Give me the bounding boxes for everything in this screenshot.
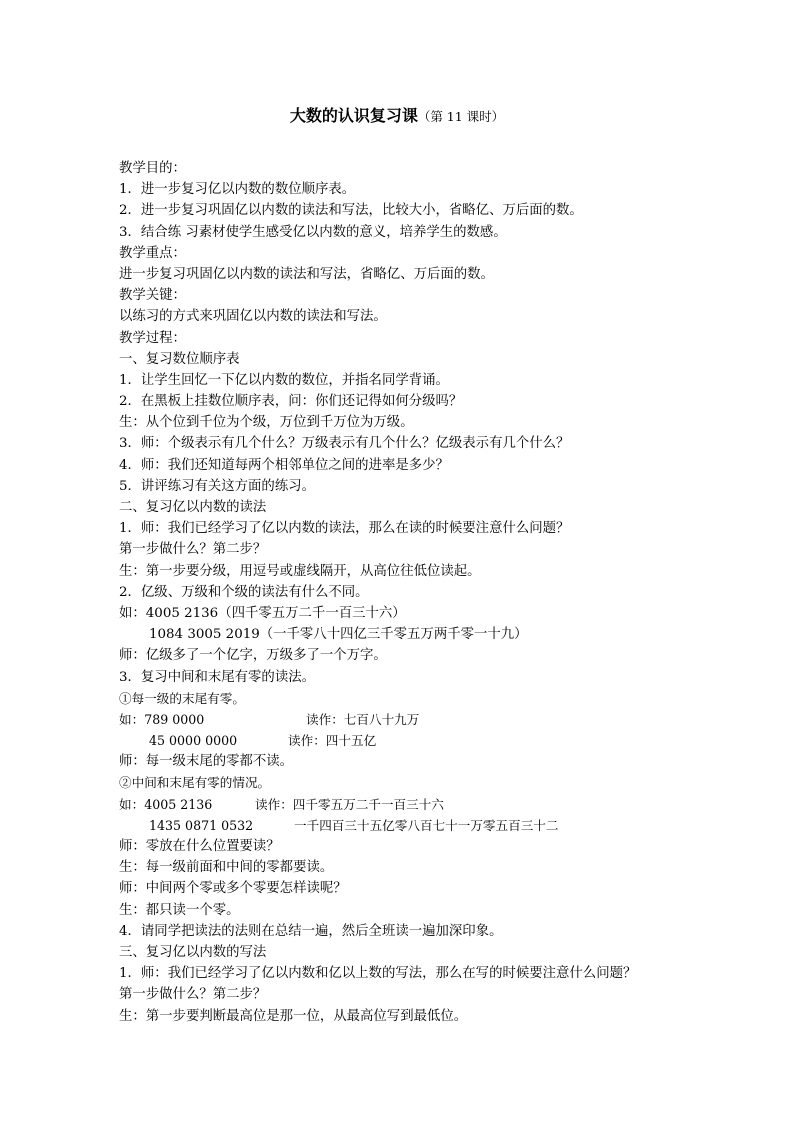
case-2-example-2-number: 1435 0871 0532 bbox=[149, 817, 254, 833]
case-2-example-2-reading: 一千四百三十五亿零八百七十一万零五百三十二 bbox=[294, 817, 559, 833]
example-2 bbox=[119, 624, 699, 645]
case-2-heading: ②中间和末尾有零的情况。 bbox=[119, 775, 271, 791]
case-1-example-1-reading: 读作：七百八十九万 bbox=[306, 711, 420, 727]
section-1-step-4: 4．师：我们还知道每两个相邻单位之间的进率是多少？ bbox=[119, 457, 449, 473]
section-1-step-1: 1．让学生回忆一下亿以内数的数位，并指名同学背诵。 bbox=[119, 372, 449, 388]
section-1-step-3: 3．师：个级表示有几个什么？万级表示有几个什么？亿级表示有几个什么？ bbox=[119, 436, 570, 452]
case-1-example-2-reading: 读作：四十五亿 bbox=[288, 733, 377, 749]
document-title bbox=[0, 104, 794, 129]
case-2-example-1-number: 如：4005 2136 bbox=[119, 796, 213, 812]
teacher-note-2: 师：每一级末尾的零都不读。 bbox=[119, 754, 294, 770]
key-link-text: 以练习的方式来巩固亿以内数的读法和写法。 bbox=[119, 309, 387, 325]
student-answer-4: 生：都只读一个零。 bbox=[119, 902, 240, 918]
case-2-example-2 bbox=[119, 815, 699, 836]
section-3-step-1: 1．师：我们已经学习了亿以内数和亿以上数的写法，那么在写的时候要注意什么问题？ bbox=[119, 966, 637, 982]
key-points-text: 进一步复习巩固亿以内数的读法和写法，省略亿、万后面的数。 bbox=[119, 266, 494, 282]
heading-teaching-process: 教学过程： bbox=[119, 330, 186, 346]
case-1-example-1-number: 如：789 0000 bbox=[119, 711, 205, 727]
title-lesson-number: （第 11 课时） bbox=[417, 109, 505, 124]
student-answer-3: 生：每一级前面和中间的零都要读。 bbox=[119, 860, 334, 876]
purpose-item-3: 3．结合练 习素材使学生感受亿以内数的意义，培养学生的数感。 bbox=[119, 224, 507, 240]
case-1-heading: ①每一级的末尾有零。 bbox=[119, 690, 245, 706]
heading-key-link: 教学关键： bbox=[119, 288, 186, 304]
section-3-question: 第一步做什么？第二步？ bbox=[119, 987, 267, 1003]
section-1-step-2: 2．在黑板上挂数位顺序表，问：你们还记得如何分级吗？ bbox=[119, 394, 463, 410]
teacher-question-4: 师：中间两个零或多个零要怎样读呢？ bbox=[119, 881, 347, 897]
case-2-example-1-reading: 读作：四千零五万二千一百三十六 bbox=[255, 796, 444, 812]
section-2-step-1: 1．师：我们已经学习了亿以内数的读法，那么在读的时候要注意什么问题？ bbox=[119, 521, 570, 537]
section-3-student-answer: 生：第一步要判断最高位是那一位，从最高位写到最低位。 bbox=[119, 1008, 468, 1024]
section-1-heading: 一、复习数位顺序表 bbox=[119, 351, 240, 367]
teacher-question-3: 师：零放在什么位置要读？ bbox=[119, 839, 280, 854]
teacher-note-1: 师：亿级多了一个亿字，万级多了一个万字。 bbox=[119, 648, 387, 664]
section-1-step-5: 5．讲评练习有关这方面的练习。 bbox=[119, 478, 315, 494]
title-main: 大数的认识复习课 bbox=[289, 106, 418, 125]
lesson-plan-body bbox=[119, 158, 699, 1027]
case-1-example-2-number: 45 0000 0000 bbox=[149, 733, 238, 749]
section-1-student-answer: 生：从个位到千位为个级，万位到千万位为万级。 bbox=[119, 415, 414, 431]
example-1: 如：4005 2136（四千零五万二千一百三十六） bbox=[119, 605, 406, 621]
section-3-heading: 三、复习亿以内数的写法 bbox=[119, 944, 267, 960]
case-1-example-2 bbox=[119, 730, 699, 751]
heading-key-points: 教学重点： bbox=[119, 245, 186, 261]
section-2-step-4: 4．请同学把读法的法则在总结一遍，然后全班读一遍加深印象。 bbox=[119, 923, 503, 939]
section-2-student-answer: 生：第一步要分级，用逗号或虚线隔开，从高位往低位读起。 bbox=[119, 563, 481, 579]
section-2-step-3: 3．复习中间和末尾有零的读法。 bbox=[119, 669, 315, 685]
section-2-question: 第一步做什么？第二步？ bbox=[119, 542, 267, 558]
purpose-item-1: 1．进一步复习亿以内数的数位顺序表。 bbox=[119, 182, 356, 198]
heading-teaching-purpose: 教学目的： bbox=[119, 161, 186, 176]
purpose-item-2: 2．进一步复习巩固亿以内数的读法和写法，比较大小，省略亿、万后面的数。 bbox=[119, 203, 583, 219]
section-2-heading: 二、复习亿以内数的读法 bbox=[119, 500, 267, 515]
case-2-example-1 bbox=[119, 794, 699, 815]
case-1-example-1 bbox=[119, 709, 699, 730]
section-2-step-2: 2．亿级、万级和个级的读法有什么不同。 bbox=[119, 584, 369, 600]
example-2-text: 1084 3005 2019（一千零八十四亿三千零五万两千零一十九） bbox=[149, 627, 528, 643]
